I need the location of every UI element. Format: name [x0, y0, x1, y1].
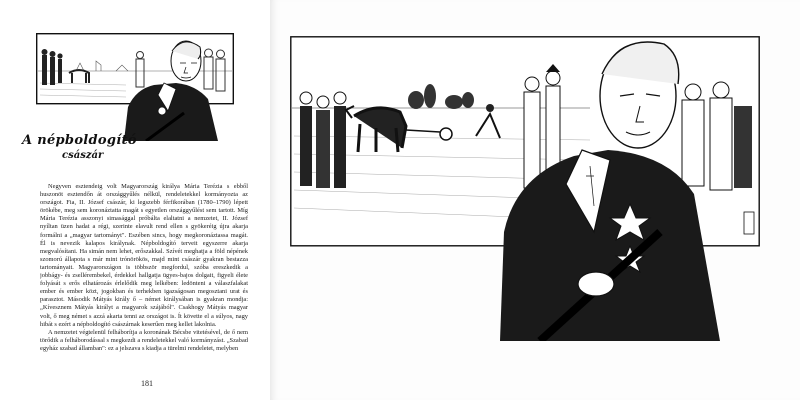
left-page: [0, 0, 270, 400]
paragraph-1: Negyven esztendeig volt Magyarország királya Mária Terézia s ebből huszonöt esztendőn át országgyűlés nélkül, rendeletekkel kormányozta az országot. Fia, II. József császár, ki legszebb férfikorában (1780–1790) lépett örökébe, meg sem koronáztatta magát s egyetlen országgyűlést sem tartott. Míg Mária Terézia asszonyi simasággal próbálta elaltatni a nemzetet, II. József nyíltan üzen hadat a régi, szerinte elavult rend ellen s gyökeréig újra akarja formálni a „magyar tartományt". Eszében sincs, hogy megkoronáztassa magát. Él is nevezik kalapos királynak. Népboldogító terveit egyszerre akarja megvalósítani. Ha simán nem lehet, erőszakkal. Szívét meghatja a föld népének szomorú állapota s már mint trónörökös, majd mint császár gyakran bestazza tartományait. Magyarországon is többször megfordul, szóba ereszkedik a jobbágy- és zsellérembekel, érdekkel hallgatja ügyes-bajos dolgait, figyeli élete folyását s erős elhatározás érlelődik meg lelkében: ledönteni a válaszfalakat ember és ember közt, jogokban és terhekben igazságosan megosztani urat és parasztot. Második Mátyás király ő – német királysában is gyakran mondja: „Kívesznem Mátyás királyt a magyarok szájából". Csakhogy Mátyás magyar volt, ő meg német s azzá akarta tenni az országot is. Ít követte el a súlyos, nagy hibát s ezért a népboldogító császárnak keserűen meg kellet lakolnia.: [40, 183, 248, 328]
large-illustration: [290, 36, 760, 341]
body-text: [40, 183, 248, 370]
small-illustration: [36, 33, 234, 141]
artist-signature: [744, 212, 754, 234]
chapter-title: [22, 133, 137, 173]
peasant-group: [300, 92, 346, 188]
chapter-title-line1: A népboldogító: [22, 133, 137, 148]
standing-figures: [42, 49, 63, 85]
page-number: 181: [141, 379, 153, 388]
paragraph-2: A nemzetet végtelenül felháborítja a koronának Bécsbe vitetésével, de ő nem törődik a felháborodással s megkezdi a rendeletekkel való kormányzást. „Szabad egyház szabad államban": ez a jelszava s kiadja a türelmi rendeletet, melyben: [40, 328, 248, 352]
chapter-title-line2: császár: [62, 150, 104, 161]
